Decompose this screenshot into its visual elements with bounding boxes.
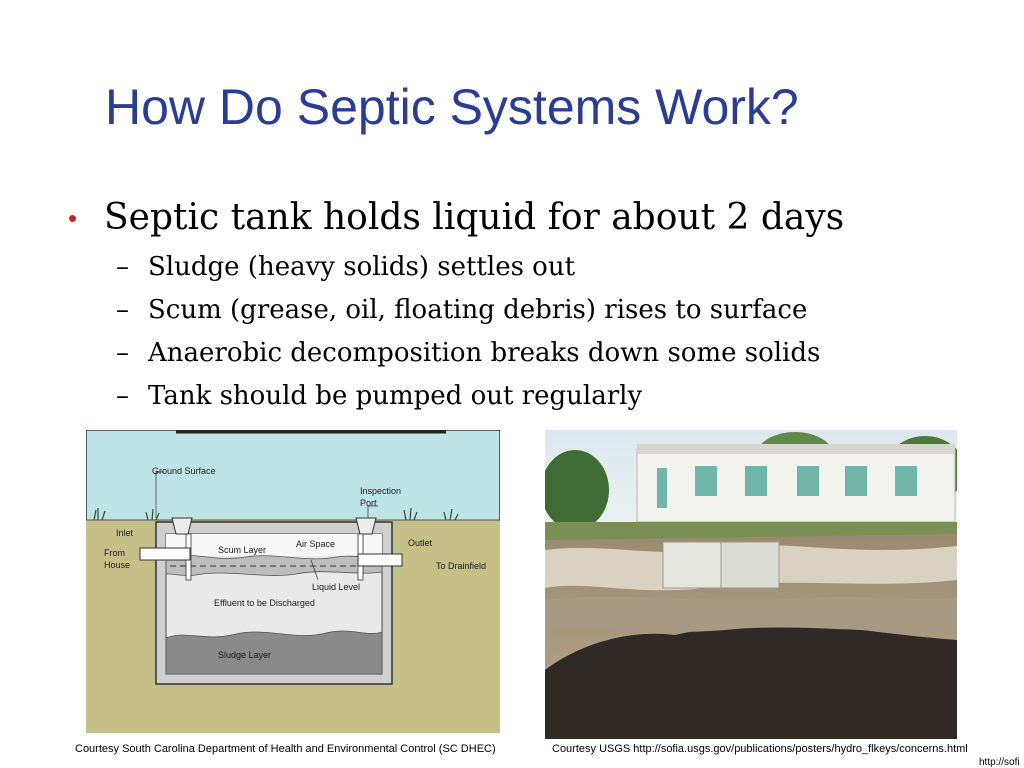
label-ground-surface: Ground Surface	[152, 466, 216, 476]
main-bullet	[62, 192, 844, 244]
label-to-drainfield: To Drainfield	[436, 561, 487, 571]
label-liquid-level: Liquid Level	[312, 582, 361, 592]
inspection-port-right	[356, 518, 376, 534]
concrete-tank-right	[721, 542, 779, 588]
sub-bullet-text: Sludge (heavy solids) settles out	[148, 252, 576, 282]
label-outlet: Outlet	[408, 538, 433, 548]
inlet-pipe	[140, 548, 190, 560]
sub-bullet	[62, 332, 844, 375]
septic-tank-diagram	[86, 430, 500, 733]
inspection-port-left	[172, 518, 192, 534]
air-space	[166, 534, 382, 556]
label-from-house-2: House	[104, 560, 131, 570]
slide-title: How Do Septic Systems Work?	[105, 79, 799, 135]
label-from-house-1: From	[104, 548, 125, 558]
label-inlet: Inlet	[116, 528, 134, 538]
dash-icon: –	[116, 295, 129, 325]
caption-left: Courtesy South Carolina Department of Health and Environmental Control (SC DHEC)	[75, 743, 496, 755]
outlet-pipe	[358, 554, 402, 566]
sub-bullet	[62, 375, 844, 418]
sludge-layer	[166, 631, 382, 674]
bullet-list	[62, 192, 844, 418]
main-bullet-text: Septic tank holds liquid for about 2 days	[104, 197, 845, 238]
sub-bullet-text: Anaerobic decomposition breaks down some solids	[148, 338, 821, 368]
sub-bullet-list	[62, 246, 844, 418]
septic-tank-photo	[545, 430, 957, 739]
gravel-band	[545, 597, 957, 632]
concrete-tank-left	[663, 542, 721, 588]
dash-icon: –	[116, 252, 129, 282]
scum-layer	[166, 555, 382, 576]
label-inspection-port-2: Port	[360, 498, 377, 508]
bullet-dot-icon: •	[68, 203, 78, 233]
label-inspection-port-1: Inspection	[360, 486, 402, 496]
sub-bullet-text: Scum (grease, oil, floating debris) rises to surface	[148, 295, 808, 325]
sub-bullet-text: Tank should be pumped out regularly	[148, 381, 643, 411]
label-effluent: Effluent to be Discharged	[214, 598, 315, 608]
label-scum-layer: Scum Layer	[218, 545, 267, 555]
dash-icon: –	[116, 381, 129, 411]
caption-right: Courtesy USGS http://sofia.usgs.gov/publications/posters/hydro_flkeys/concerns.html	[552, 743, 968, 755]
sub-bullet	[62, 289, 844, 332]
label-sludge-layer: Sludge Layer	[218, 650, 272, 660]
sub-bullet	[62, 246, 844, 289]
label-air-space: Air Space	[296, 539, 336, 549]
building-roof	[637, 444, 955, 454]
dash-icon: –	[116, 338, 129, 368]
caption-overflow: http://sofi	[979, 757, 1020, 768]
